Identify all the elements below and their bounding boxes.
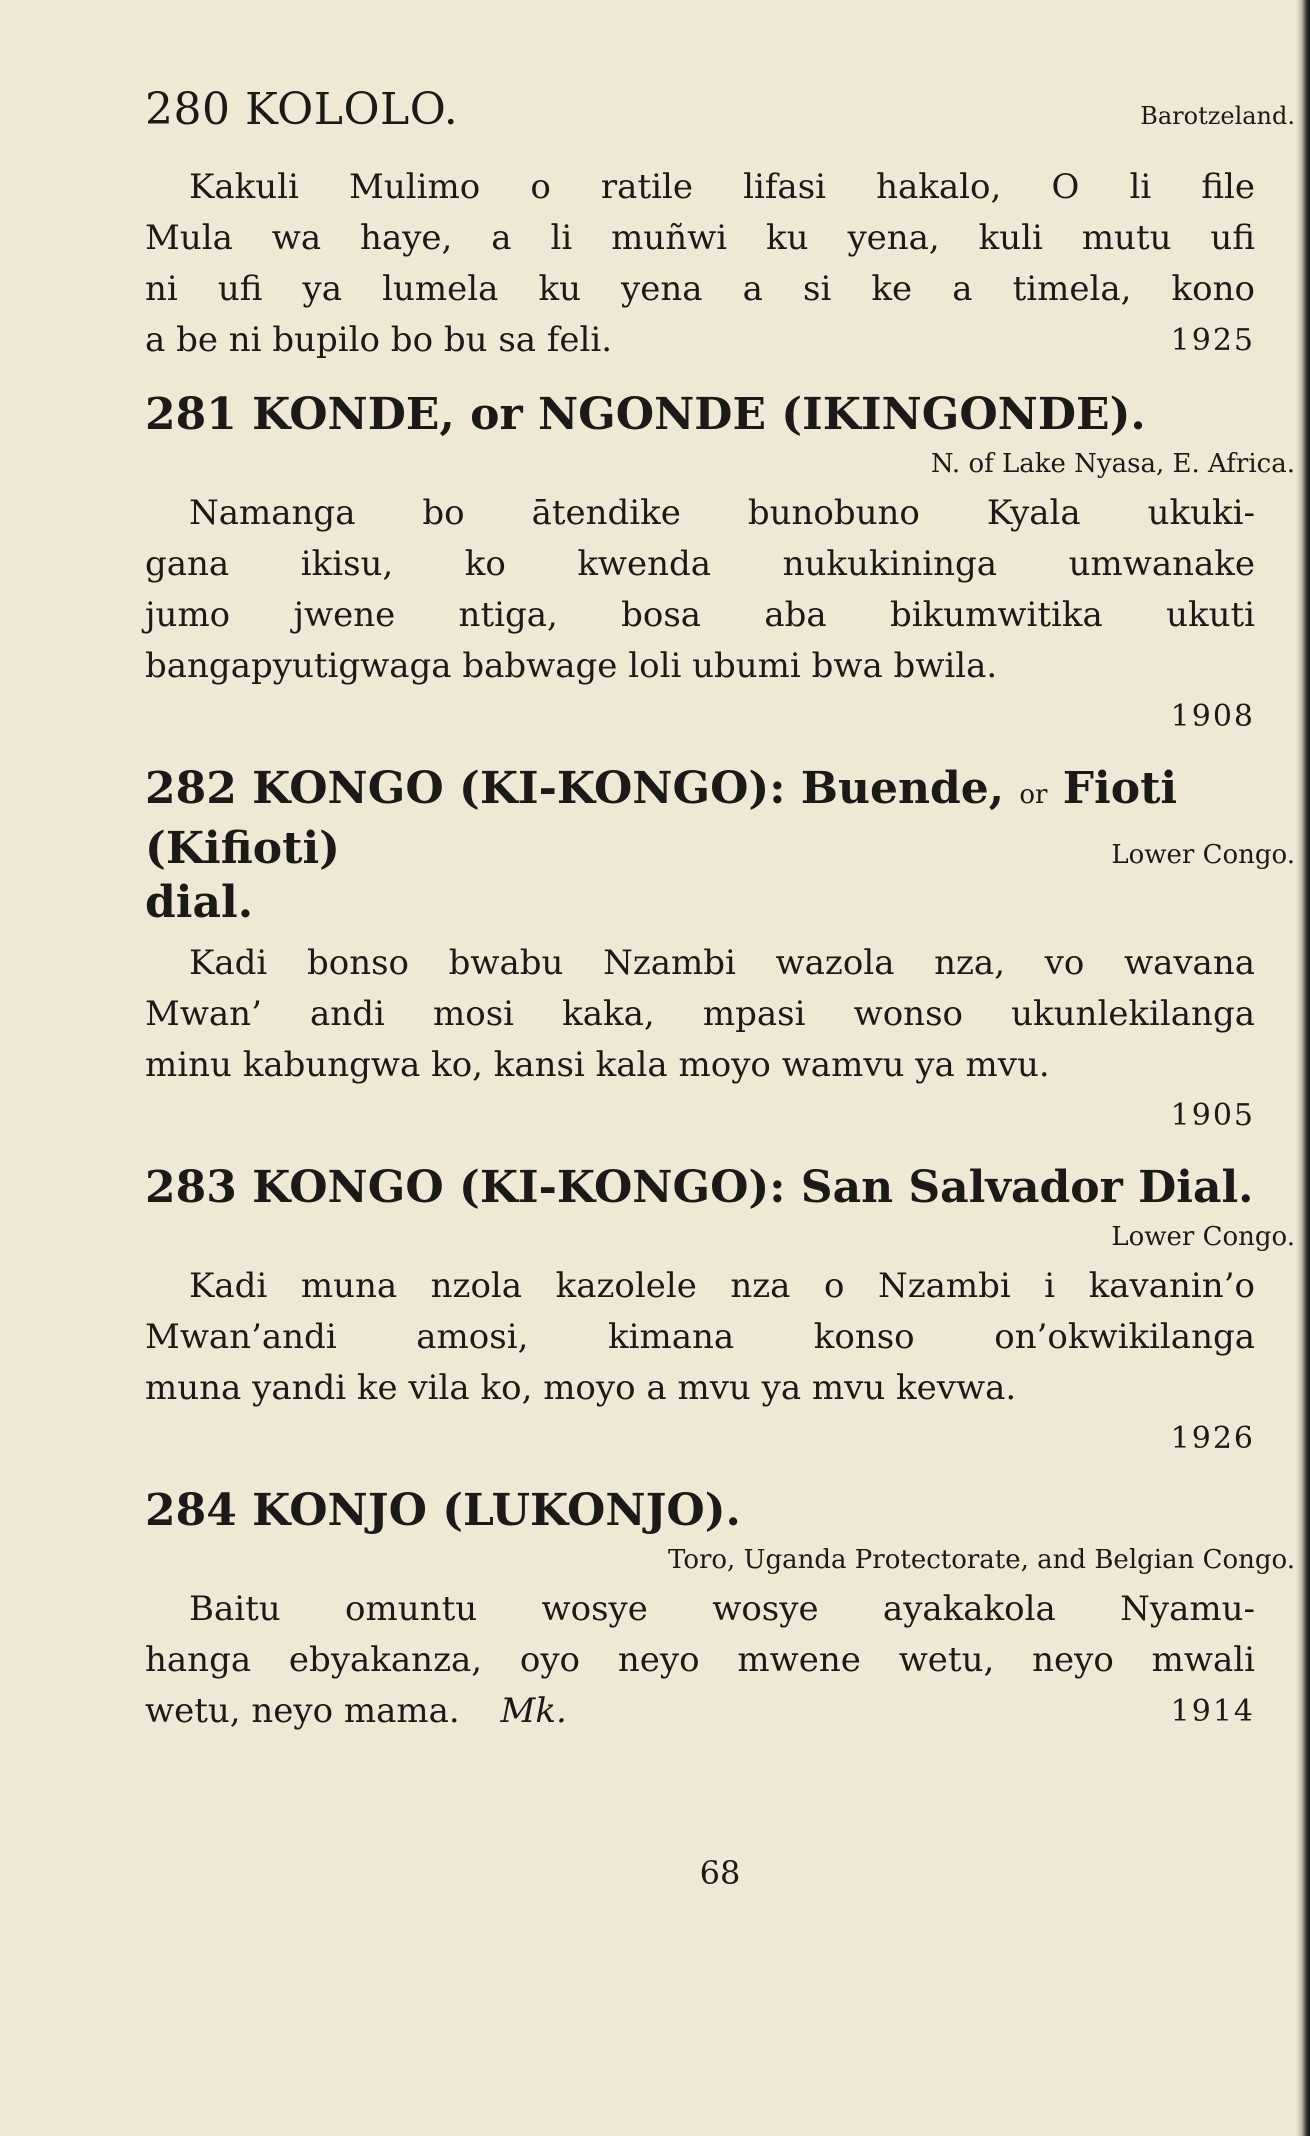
text-line: gana ikisu, ko kwenda nukukininga umwanake: [145, 544, 1255, 584]
text-line: Kakuli Mulimo o ratile lifasi hakalo, O li file: [189, 167, 1255, 207]
entry-heading-part: 282 KONGO (KI-KONGO): Buende,: [145, 763, 1005, 814]
entry-year: 1914: [1170, 1694, 1255, 1729]
entry-heading: 283 KONGO (KI-KONGO): San Salvador Dial.: [145, 1162, 1254, 1213]
page: [145, 84, 1295, 1892]
entry-year: 1925: [1170, 323, 1255, 358]
text-line: minu kabungwa ko, kansi kala moyo wamvu ya mvu.: [145, 1045, 1050, 1085]
entry-heading: 281 KONDE, or NGONDE (IKINGONDE).: [145, 389, 1146, 440]
entry-text: [145, 1261, 1255, 1464]
text-line: [145, 315, 1255, 366]
running-head-title: 280 KOLOLO.: [145, 84, 459, 135]
text-line: Kadi bonso bwabu Nzambi wazola nza, vo wavana: [189, 943, 1255, 983]
entry-280: [145, 162, 1295, 366]
text-line: bangapyutigwaga babwage loli ubumi bwa bwila.: [145, 646, 998, 686]
entry-284: [145, 1484, 1295, 1737]
entry-year: 1905: [1170, 1098, 1255, 1133]
entry-heading: [145, 762, 1295, 930]
entry-location: Lower Congo.: [1111, 840, 1295, 870]
text-line: Baitu omuntu wosye wosye ayakakola Nyamu-: [189, 1589, 1255, 1629]
entry-source: Mk.: [500, 1691, 567, 1731]
entry-heading: 284 KONJO (LUKONJO).: [145, 1485, 741, 1536]
page-edge: [1296, 0, 1310, 2136]
entry-text: [145, 938, 1255, 1141]
entry-heading-part: Fioti (Kifioti): [145, 763, 1178, 874]
running-head: [145, 84, 1295, 154]
text-line-content: wetu, neyo mama.: [145, 1691, 460, 1731]
entry-text: [145, 162, 1255, 366]
entry-location: N. of Lake Nyasa, E. Africa.: [930, 449, 1295, 479]
entry-heading-part: dial.: [145, 877, 254, 928]
entry-year: 1926: [1170, 1421, 1255, 1456]
text-line: jumo jwene ntiga, bosa aba bikumwitika ukuti: [145, 595, 1255, 635]
text-line: [145, 1686, 1255, 1737]
text-line: muna yandi ke vila ko, moyo a mvu ya mvu kevwa.: [145, 1368, 1017, 1408]
text-line: ni ufi ya lumela ku yena a si ke a timela, kono: [145, 269, 1255, 309]
text-line: Mwan’andi amosi, kimana konso on’okwikilanga: [145, 1317, 1255, 1357]
entry-year: 1908: [1170, 699, 1255, 734]
entry-text: [145, 1584, 1255, 1737]
entry-283: [145, 1161, 1295, 1464]
entry-text: [145, 488, 1255, 742]
text-line: Mula wa haye, a li muñwi ku yena, kuli mutu ufi: [145, 218, 1255, 258]
entry-location: Lower Congo.: [1111, 1222, 1295, 1252]
page-number: 68: [699, 1854, 741, 1892]
entry-282: [145, 762, 1295, 1141]
text-line: hanga ebyakanza, oyo neyo mwene wetu, neyo mwali: [145, 1640, 1255, 1680]
entry-location: Toro, Uganda Protectorate, and Belgian Congo.: [668, 1545, 1295, 1575]
text-line: Mwan’ andi mosi kaka, mpasi wonso ukunlekilanga: [145, 994, 1255, 1034]
text-line-content: a be ni bupilo bo bu sa feli.: [145, 320, 613, 360]
running-head-region: Barotzeland.: [1140, 102, 1295, 130]
entry-281: [145, 388, 1295, 742]
text-line: Kadi muna nzola kazolele nza o Nzambi i kavanin’o: [189, 1266, 1255, 1306]
text-line: Namanga bo ātendike bunobuno Kyala ukuki-: [189, 493, 1255, 533]
entry-heading-or: or: [1019, 780, 1048, 810]
